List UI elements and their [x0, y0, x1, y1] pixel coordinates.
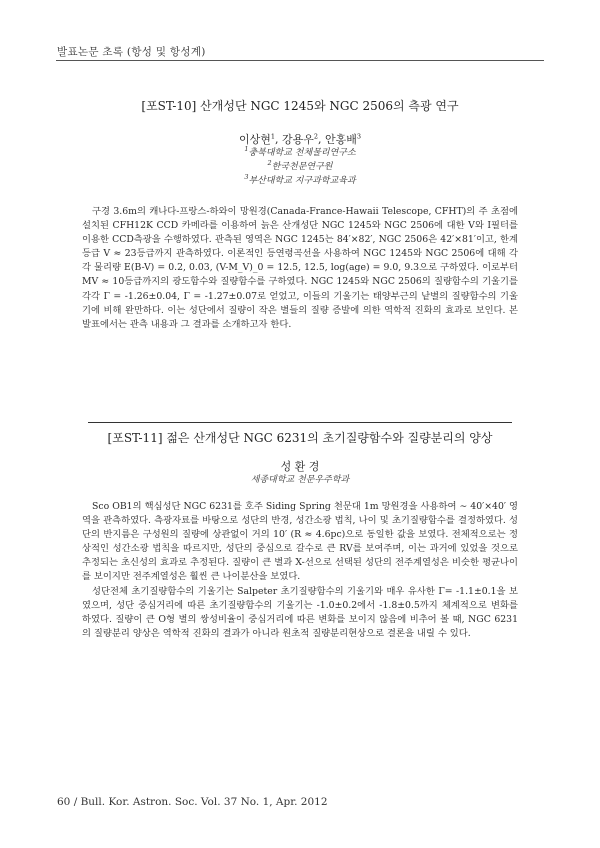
affiliation-list-st11	[56, 473, 544, 487]
abstract-st10	[82, 205, 518, 332]
page-footer: 60 / Bull. Kor. Astron. Soc. Vol. 37 No. 1, Apr. 2012	[57, 796, 328, 808]
author-list-st10	[56, 131, 544, 147]
abstract-st11	[82, 500, 518, 641]
header-rule	[56, 60, 544, 61]
affiliation-sup: 1	[244, 145, 249, 153]
author-sup: 1	[270, 132, 275, 141]
section-header: 발표논문 초록 (항성 및 항성계)	[57, 46, 206, 58]
affiliation-text: 세종대학교 천문우주학과	[250, 475, 350, 485]
abstract-paragraph: 구경 3.6m의 캐나다-프랑스-하와이 망원경(Canada-France-Hawaii Telescope, CFHT)의 주 초점에 설치된 CFH12K CCD 카메라를 이용하여 늙은 산개성단 NGC 1245와 NGC 2506에 대한 V와 I필터를 이용한 CCD측광을 수행하였다. 관측된 영역은 NGC 1245는 84′×82′, NGC 2506은 42′×81′이고, 한계등급 V ≈ 23등급까지 관측하였다. 이론적인 등연령곡선을 사용하여 NGC 1245와 NGC 2506에 대해 각각 물리량 E(B-V) = 0.2, 0.03, (V-M_V)_0 = 12.5, 12.5, log(age) = 9.0, 9.3으로 구하였다. 이로부터 MV ≈ 10등급까지의 광도함수와 질량함수를 구하였다. NGC 1245와 NGC 2506의 질량함수의 기울기를 각각 Γ = -1.26±0.04, Γ = -1.27±0.07로 얻었고, 이들의 기울기는 태양부근의 낱별의 질량함수의 기울기에 비해 완만하다. 이는 성단에서 질량이 작은 별들의 질량 증발에 의한 역학적 진화의 효과로 보인다. 본 발표에서는 관측 내용과 그 결과를 소개하고자 한다.	[82, 206, 518, 330]
affiliation-list-st10	[56, 146, 544, 188]
author-separator: ,	[274, 133, 282, 146]
affiliation-text: 충북대학교 천체물리연구소	[248, 148, 356, 158]
article-title-st11: [포ST-11] 젊은 산개성단 NGC 6231의 초기질량함수와 질량분리의 양상	[107, 431, 493, 445]
author-list-st11	[56, 458, 544, 474]
author-name: 성 환 경	[280, 460, 320, 473]
affiliation	[56, 160, 544, 174]
affiliation-text: 부산대학교 지구과학교육과	[248, 176, 356, 186]
author-name: 강용우	[281, 133, 314, 146]
abstract-paragraph: 성단전체 초기질량함수의 기울기는 Salpeter 초기질량함수의 기울기와 매우 유사한 Γ= -1.1±0.1을 보였으며, 성단 중심거리에 따른 초기질량함수의 기울기는 -1.0±0.2에서 -1.8±0.5까지 체계적으로 변화를 하였다. 질량이 큰 O형 별의 쌍성비율이 중심거리에 따른 변화를 보이지 않음에 비추어 볼 때, NGC 6231의 질량분리 양상은 역학적 진화의 결과가 아니라 원초적 질량분리현상으로 결론을 내릴 수 있다.	[82, 585, 518, 639]
section-divider	[88, 422, 512, 423]
author-name: 이상현	[238, 133, 271, 146]
author-separator: ,	[318, 133, 326, 146]
affiliation-sup: 2	[267, 159, 272, 167]
abstract-paragraph: Sco OB1의 핵심성단 NGC 6231를 호주 Siding Spring 천문대 1m 망원경을 사용하여 ∼ 40′×40′ 영역을 관측하였다. 측광자료를 바탕으로 성단의 반경, 성간소광 법칙, 나이 및 초기질량함수를 결정하였다. 성단의 반지름은 구성원의 질량에 상관없이 거의 10′ (R ≈ 4.6pc)으로 동일한 값을 보였다. 전체적으로는 정상적인 성간소광 법칙을 따르지만, 성단의 중심으로 갈수로 큰 RV를 보여주며, 이는 과거에 있었을 것으로 추정되는 초신성의 효과로 추정된다. 질량이 큰 별과 X-선으로 선택된 성단의 전주계열성은 비슷한 평균나이를 보이지만 전주계열성은 훨씬 큰 나이분산을 보였다.	[82, 501, 518, 583]
affiliation-text: 한국천문연구원	[271, 162, 333, 172]
affiliation-sup: 3	[244, 173, 249, 181]
affiliation	[56, 146, 544, 160]
author-sup: 3	[356, 132, 362, 141]
author-name: 안홍배	[325, 133, 357, 146]
affiliation	[56, 174, 544, 188]
article-title-st10: [포ST-10] 산개성단 NGC 1245와 NGC 2506의 측광 연구	[141, 99, 459, 113]
affiliation	[56, 473, 544, 487]
author-sup: 2	[313, 132, 319, 141]
